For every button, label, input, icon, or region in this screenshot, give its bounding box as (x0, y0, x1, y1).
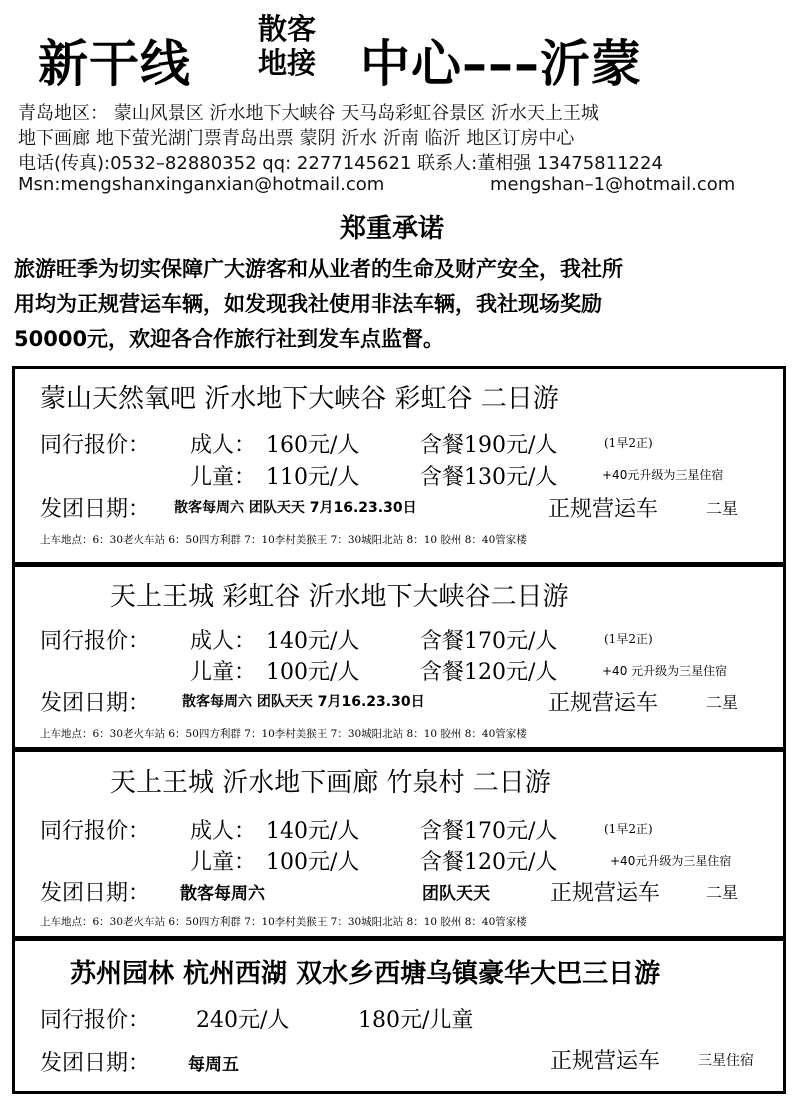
date-label: 发团日期： (40, 1051, 151, 1076)
date-label: 发团日期： (40, 497, 151, 522)
adult-meal-note: (1早2正) (604, 436, 653, 450)
header-email[interactable]: mengshan–1@hotmail.com (490, 174, 736, 195)
adult-label: 成人： (190, 819, 257, 844)
pickup-points: 上车地点：6：30老火车站 6：50四方利群 7：10李村美猴王 7：30城阳北站 8：10 胶州 8：40管家楼 (40, 534, 527, 546)
price-label: 同行报价： (40, 1008, 151, 1033)
pickup-points: 上车地点：6：30老火车站 6：50四方利群 7：10李村美猴王 7：30城阳北站 8：10 胶州 8：40管家楼 (40, 916, 527, 928)
child-label: 儿童： (190, 850, 257, 875)
child-label: 儿童： (190, 660, 257, 685)
promise-line-1: 旅游旺季为切实保障广大游客和从业者的生命及财产安全，我社所 (14, 257, 623, 281)
vehicle-label: 正规营运车 (548, 497, 659, 522)
child-price: 110元/人 (266, 465, 360, 490)
header-line-contact: 电话(传真):0532–82880352 qq: 2277145621 联系人:董相强 13475811224 (18, 153, 663, 174)
adult-price: 140元/人 (266, 819, 360, 844)
adult-meal-note: (1早2正) (604, 822, 653, 836)
child-upgrade-note: +40元升级为三星住宿 (610, 854, 732, 868)
date-value: 每周五 (188, 1055, 239, 1075)
vehicle-label: 正规营运车 (548, 691, 659, 716)
header-line-attractions: 青岛地区： 蒙山风景区 沂水地下大峡谷 天马岛彩虹谷景区 沂水天上王城 (18, 103, 599, 124)
date-label: 发团日期： (40, 691, 151, 716)
adult-price: 160元/人 (266, 433, 360, 458)
title-dijie: 地接 (258, 46, 317, 80)
vehicle-note: 二星 (706, 693, 739, 712)
child-meal-price: 含餐120元/人 (420, 850, 558, 875)
promise-title: 郑重承诺 (340, 214, 445, 244)
vehicle-label: 正规营运车 (550, 881, 661, 906)
vehicle-label: 正规营运车 (550, 1049, 661, 1074)
child-upgrade-note: +40 元升级为三星住宿 (602, 664, 728, 678)
promise-line-2: 用均为正规营运车辆，如发现我社使用非法车辆，我社现场奖励 (14, 292, 602, 316)
date-value-team: 团队天天 (422, 884, 490, 904)
header-line-tickets: 地下画廊 地下萤光湖门票青岛出票 蒙阴 沂水 沂南 临沂 地区订房中心 (18, 128, 575, 149)
tour-route: 苏州园林 杭州西湖 双水乡西塘乌镇豪华大巴三日游 (70, 959, 661, 989)
adult-meal-price: 含餐170元/人 (420, 629, 558, 654)
header-msn[interactable]: Msn:mengshanxinganxian@hotmail.com (18, 174, 385, 195)
promise-line-3: 50000元，欢迎各合作旅行社到发车点监督。 (14, 327, 445, 351)
date-value: 散客每周六 (180, 884, 265, 904)
vehicle-note: 二星 (706, 499, 739, 518)
adult-price: 240元/人 (196, 1008, 290, 1033)
adult-label: 成人： (190, 433, 257, 458)
child-price: 100元/人 (266, 850, 360, 875)
date-label: 发团日期： (40, 881, 151, 906)
price-label: 同行报价： (40, 433, 151, 458)
price-label: 同行报价： (40, 819, 151, 844)
adult-meal-note: (1早2正) (604, 632, 653, 646)
date-value: 散客每周六 团队天天 7月16.23.30日 (174, 500, 417, 516)
price-label: 同行报价： (40, 629, 151, 654)
vehicle-note: 三星住宿 (698, 1053, 754, 1069)
title-xinganxian: 新干线 (38, 35, 191, 93)
title-center-yimeng: 中心–––沂蒙 (360, 35, 642, 93)
child-upgrade-note: +40元升级为三星住宿 (602, 468, 724, 482)
adult-price: 140元/人 (266, 629, 360, 654)
child-price: 180元/儿童 (358, 1008, 474, 1033)
child-meal-price: 含餐120元/人 (420, 660, 558, 685)
tour-route: 蒙山天然氧吧 沂水地下大峡谷 彩虹谷 二日游 (40, 384, 559, 414)
child-label: 儿童： (190, 465, 257, 490)
child-price: 100元/人 (266, 660, 360, 685)
tour-route: 天上王城 彩虹谷 沂水地下大峡谷二日游 (110, 582, 569, 612)
adult-meal-price: 含餐170元/人 (420, 819, 558, 844)
tour-route: 天上王城 沂水地下画廊 竹泉村 二日游 (110, 768, 551, 798)
pickup-points: 上车地点：6：30老火车站 6：50四方利群 7：10李村美猴王 7：30城阳北站 8：10 胶州 8：40管家楼 (40, 728, 527, 740)
vehicle-note: 二星 (706, 883, 739, 902)
title-sanke: 散客 (258, 12, 317, 46)
adult-meal-price: 含餐190元/人 (420, 433, 558, 458)
date-value: 散客每周六 团队天天 7月16.23.30日 (182, 694, 425, 710)
adult-label: 成人： (190, 629, 257, 654)
child-meal-price: 含餐130元/人 (420, 465, 558, 490)
